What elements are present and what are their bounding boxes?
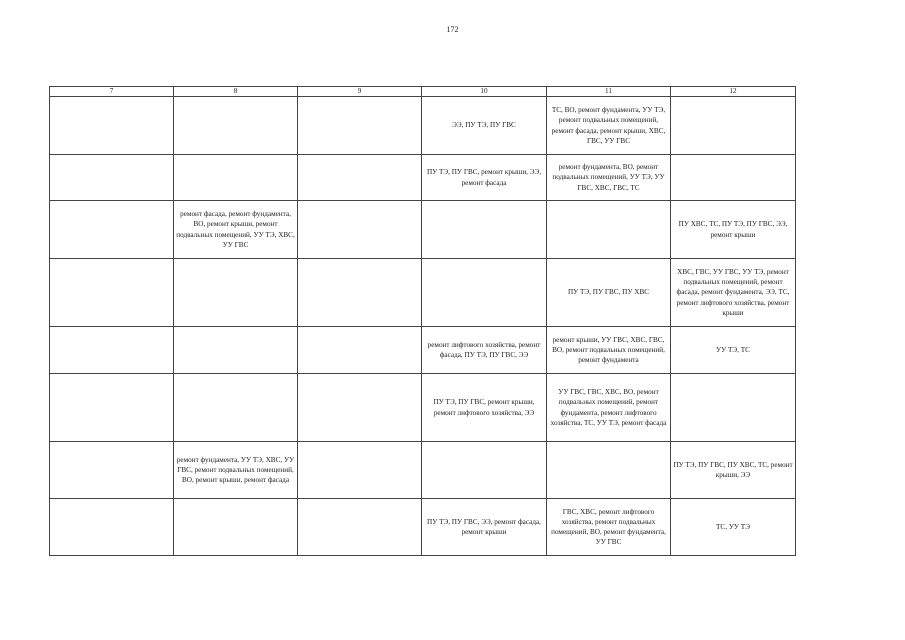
table-row <box>50 259 796 327</box>
page-number: 172 <box>446 25 459 34</box>
column-header: 8 <box>174 87 298 97</box>
table-cell <box>174 259 298 327</box>
table-cell: ПУ ТЭ, ПУ ГВС, ремонт крыши, ремонт лифтового хозяйства, ЭЭ <box>422 374 547 442</box>
table-cell <box>298 499 422 556</box>
table-cell: ремонт крыши, УУ ГВС, ХВС, ГВС, ВО, ремонт подвальных помещений, ремонт фундамента <box>547 327 671 374</box>
table-cell <box>422 259 547 327</box>
table-cell: ремонт фундамента, УУ ТЭ, ХВС, УУ ГВС, ремонт подвальных помещений, ВО, ремонт крыши, ремонт фасада <box>174 442 298 499</box>
table-cell: ремонт фасада, ремонт фундамента, ВО, ремонт крыши, ремонт подвальных помещений, УУ ТЭ, ХВС, УУ ГВС <box>174 201 298 259</box>
table-cell <box>174 97 298 155</box>
works-table <box>49 86 796 556</box>
table-header-row <box>50 87 796 97</box>
table-cell: ХВС, ГВС, УУ ГВС, УУ ТЭ, ремонт подвальных помещений, ремонт фасада, ремонт фундамента, ЭЭ, ТС, ремонт лифтового хозяйства, ремонт крыши <box>671 259 796 327</box>
table-cell <box>422 201 547 259</box>
column-header: 7 <box>50 87 174 97</box>
table-cell <box>298 442 422 499</box>
table-cell <box>50 155 174 201</box>
table-cell <box>671 155 796 201</box>
table-cell <box>174 374 298 442</box>
table-cell <box>298 97 422 155</box>
table-cell: ПУ ХВС, ТС, ПУ ТЭ, ПУ ГВС, ЭЭ, ремонт крыши <box>671 201 796 259</box>
table-cell: ТС, ВО, ремонт фундамента, УУ ТЭ, ремонт подвальных помещений, ремонт фасада, ремонт крыши, ХВС, ГВС, УУ ГВС <box>547 97 671 155</box>
table-cell <box>174 327 298 374</box>
table-cell <box>547 201 671 259</box>
table-cell <box>50 499 174 556</box>
table-cell <box>671 97 796 155</box>
column-header: 9 <box>298 87 422 97</box>
table-cell <box>298 201 422 259</box>
table-cell: ЭЭ, ПУ ТЭ, ПУ ГВС <box>422 97 547 155</box>
table-cell: ТС, УУ ТЭ <box>671 499 796 556</box>
table-cell <box>547 442 671 499</box>
column-header: 11 <box>547 87 671 97</box>
table-cell: ремонт лифтового хозяйства, ремонт фасада, ПУ ТЭ, ПУ ГВС, ЭЭ <box>422 327 547 374</box>
table-cell: ГВС, ХВС, ремонт лифтового хозяйства, ремонт подвальных помещений, ВО, ремонт фундамента, УУ ГВС <box>547 499 671 556</box>
table-cell <box>298 155 422 201</box>
table-cell: УУ ТЭ, ТС <box>671 327 796 374</box>
table-cell <box>422 442 547 499</box>
column-header: 10 <box>422 87 547 97</box>
table-row <box>50 155 796 201</box>
table-cell <box>50 97 174 155</box>
table-row <box>50 97 796 155</box>
table-row <box>50 442 796 499</box>
table-cell <box>298 374 422 442</box>
table-cell <box>298 327 422 374</box>
table-cell <box>50 327 174 374</box>
table-cell <box>174 499 298 556</box>
table-row <box>50 327 796 374</box>
table-cell: ПУ ТЭ, ПУ ГВС, ПУ ХВС, ТС, ремонт крыши, ЭЭ <box>671 442 796 499</box>
table-row <box>50 374 796 442</box>
table-cell <box>50 374 174 442</box>
table-row <box>50 201 796 259</box>
table-cell: ПУ ТЭ, ПУ ГВС, ремонт крыши, ЭЭ, ремонт фасада <box>422 155 547 201</box>
table-cell <box>671 374 796 442</box>
table-cell: ремонт фундамента, ВО, ремонт подвальных помещений, УУ ТЭ, УУ ГВС, ХВС, ГВС, ТС <box>547 155 671 201</box>
column-header: 12 <box>671 87 796 97</box>
table-cell <box>50 201 174 259</box>
table-row <box>50 499 796 556</box>
table-cell: ПУ ТЭ, ПУ ГВС, ПУ ХВС <box>547 259 671 327</box>
table-cell <box>50 259 174 327</box>
table-cell: ПУ ТЭ, ПУ ГВС, ЭЭ, ремонт фасада, ремонт крыши <box>422 499 547 556</box>
table-cell <box>50 442 174 499</box>
table-cell <box>174 155 298 201</box>
table-cell <box>298 259 422 327</box>
table-cell: УУ ГВС, ГВС, ХВС, ВО, ремонт подвальных помещений, ремонт фундамента, ремонт лифтового хозяйства, ТС, УУ ТЭ, ремонт фасада <box>547 374 671 442</box>
